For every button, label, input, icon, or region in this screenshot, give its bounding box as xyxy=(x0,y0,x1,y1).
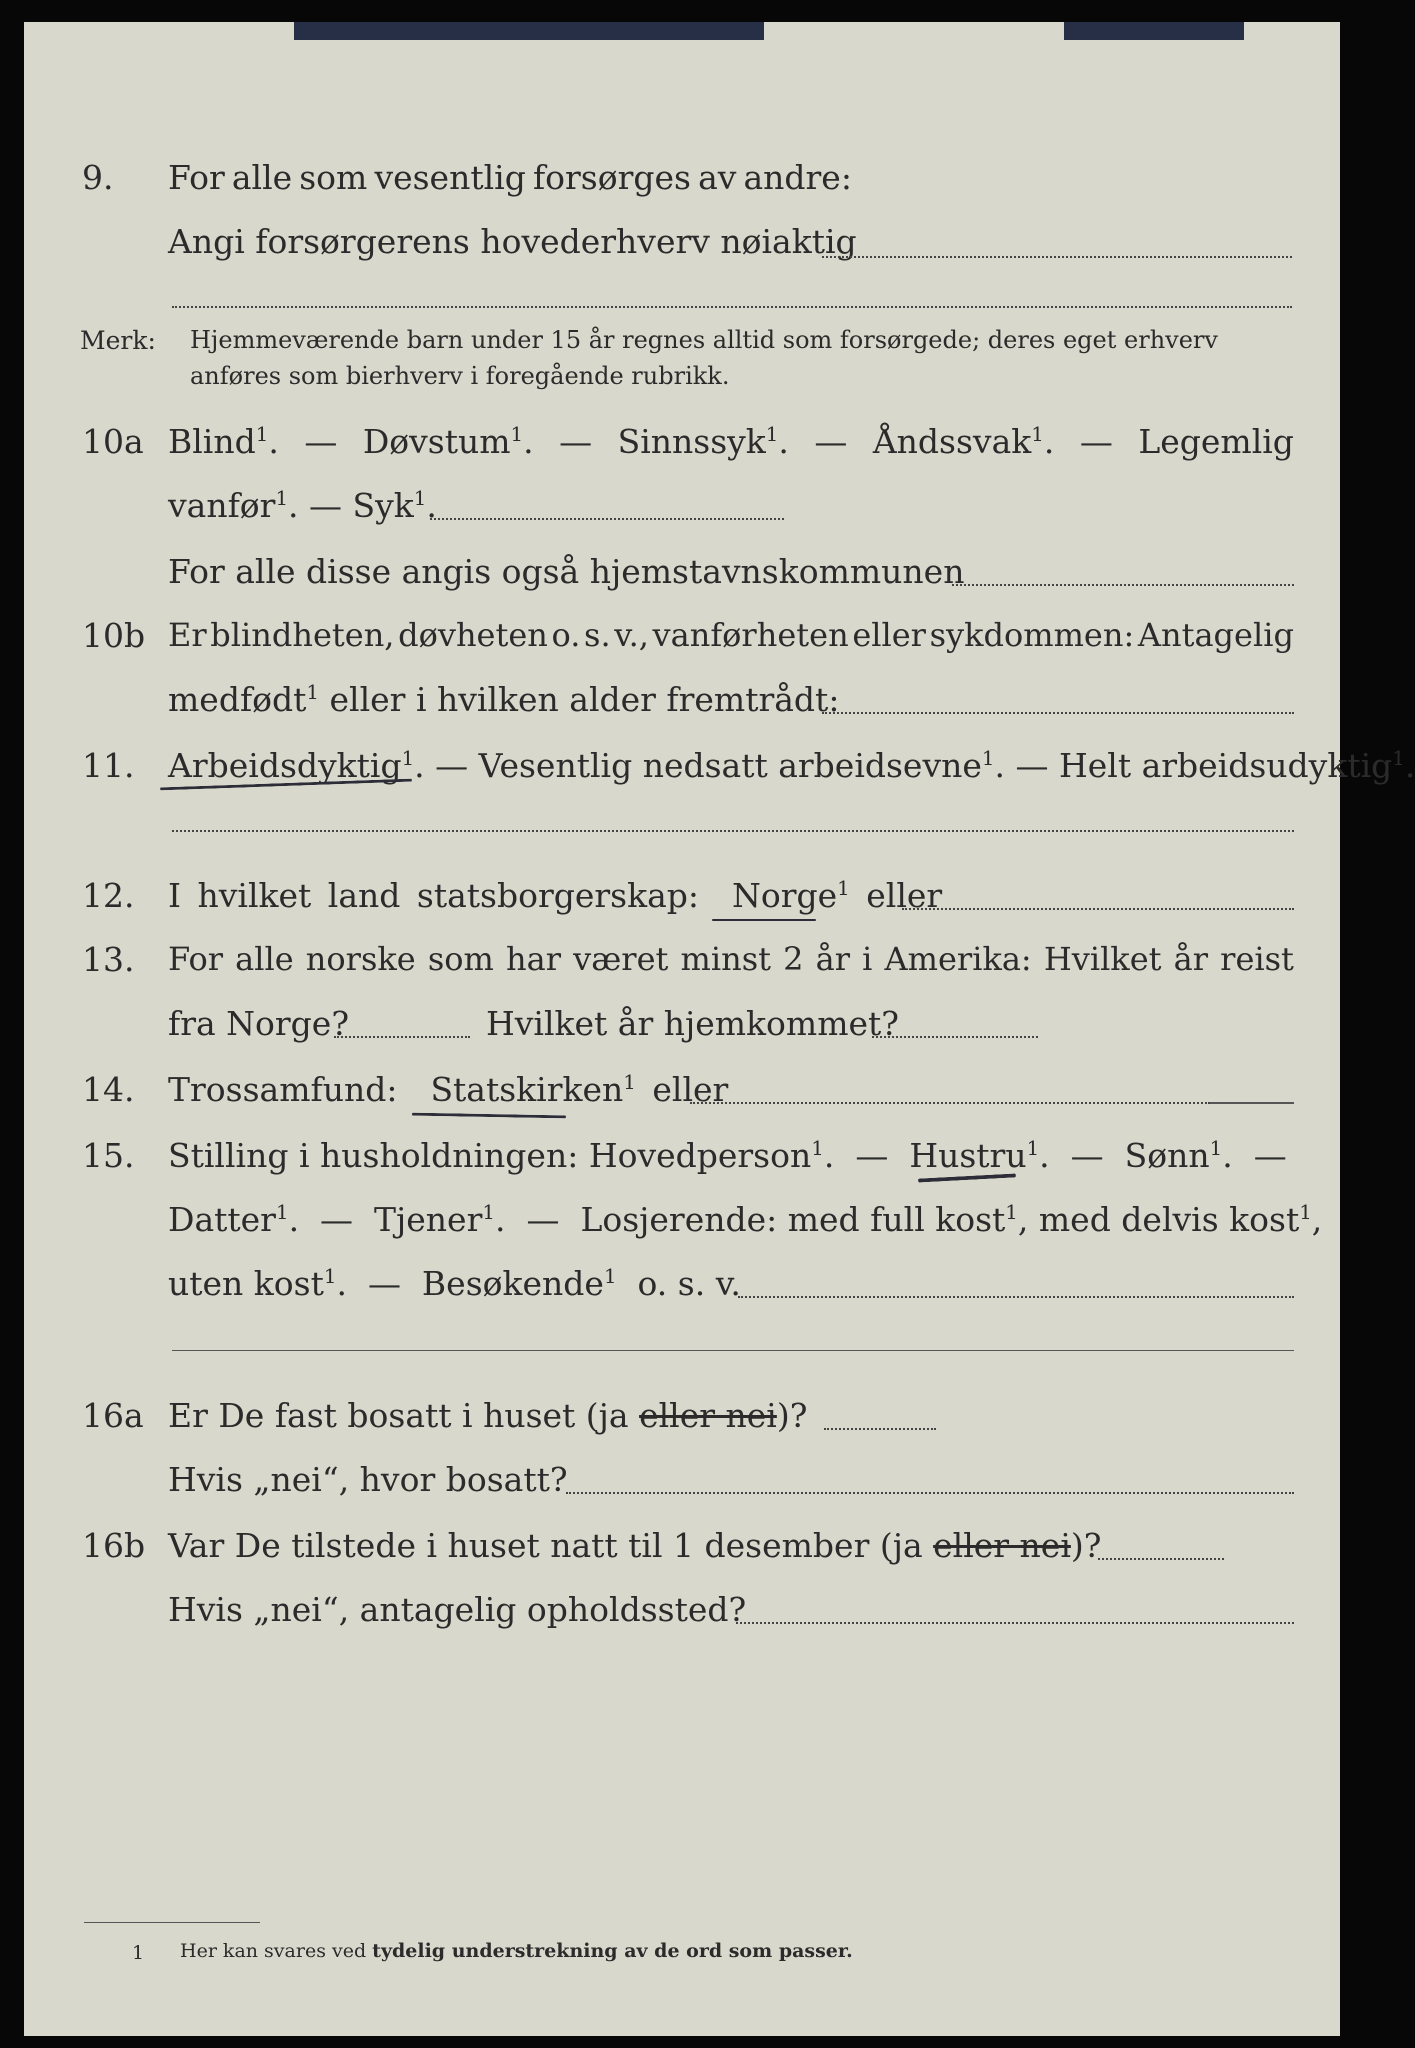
dash: — xyxy=(304,422,338,461)
word: blindheten, xyxy=(210,616,395,654)
binding-mark xyxy=(1064,22,1244,40)
answer-line[interactable] xyxy=(172,306,1292,308)
question-number: 12. xyxy=(82,876,135,915)
q15-line3: uten kost$^1$. — Besøkende$^1$ o. s. v. xyxy=(168,1264,741,1303)
question-number: 15. xyxy=(82,1136,135,1175)
question-10a-line3 xyxy=(0,544,1362,596)
dash: — xyxy=(814,422,848,461)
q10b-line1 xyxy=(168,616,1294,654)
option-nedsatt: Vesentlig nedsatt arbeidsevne xyxy=(478,746,982,785)
question-13 xyxy=(0,932,1362,984)
answer-line[interactable] xyxy=(566,1492,1294,1494)
word: forsørges xyxy=(532,158,691,197)
dash: — xyxy=(559,422,593,461)
q13-line1 xyxy=(168,940,1294,978)
question-15-line2 xyxy=(0,1192,1362,1244)
question-16b xyxy=(0,1518,1362,1570)
answer-line[interactable] xyxy=(822,712,1294,714)
question-12 xyxy=(0,868,1362,920)
word: Amerika: xyxy=(884,940,1032,978)
option-sinnssyk: Sinnssyk$^1$. xyxy=(617,422,789,461)
question-number: 10a xyxy=(82,422,144,461)
question-number: 11. xyxy=(82,746,135,785)
struck-option: eller nei xyxy=(639,1396,777,1435)
answer-line[interactable] xyxy=(690,1102,1210,1104)
word: For xyxy=(168,940,224,978)
q16b-line1: Var De tilstede i huset natt til 1 desember (ja eller nei)? xyxy=(168,1526,1102,1565)
word: døvheten xyxy=(398,616,548,654)
question-16b-line2 xyxy=(0,1582,1362,1634)
option-legemlig: Legemlig xyxy=(1138,422,1294,461)
q9-text: Angi forsørgerens hovederhverv nøiaktig xyxy=(168,222,857,261)
word: o. xyxy=(551,616,581,654)
word: reist xyxy=(1220,940,1294,978)
word: år xyxy=(1173,940,1208,978)
question-9 xyxy=(0,150,1362,202)
option-dovstum: Døvstum$^1$. xyxy=(362,422,534,461)
word: alle xyxy=(231,158,293,197)
question-16a-line2 xyxy=(0,1452,1362,1504)
footnote-rule xyxy=(84,1922,260,1923)
option-sonn: Sønn xyxy=(1124,1136,1210,1175)
question-number: 10b xyxy=(82,616,146,655)
q16b-line2: Hvis „nei“, antagelig opholdssted? xyxy=(168,1590,747,1629)
word: av xyxy=(698,158,737,197)
answer-line[interactable] xyxy=(902,908,1294,910)
word: andre: xyxy=(743,158,852,197)
word: været xyxy=(573,940,669,978)
q15-line2: Datter$^1$. — Tjener$^1$. — Losjerende: med full kost$^1$, med delvis kost$^1$, xyxy=(168,1200,1323,1239)
dash: — xyxy=(1079,422,1113,461)
q12-line: I hvilket land statsborgerskap: Norge$^1$ eller xyxy=(168,876,943,915)
q10a-line2: vanfør$^1$. — Syk$^1$. xyxy=(168,486,437,525)
word: som xyxy=(427,940,494,978)
q15-line1: Stilling i husholdningen: Hovedperson$^1$. — Hustru$^1$. — Sønn$^1$. — xyxy=(168,1136,1287,1175)
answer-line[interactable] xyxy=(736,1622,1294,1624)
option-norge: Norge xyxy=(732,876,838,915)
q11-line: Arbeidsdyktig$^1$. — Vesentlig nedsatt arbeidsevne$^1$. — Helt arbeidsudyktig$^1$. xyxy=(168,746,1415,785)
struck-option: eller nei xyxy=(933,1526,1071,1565)
option-statskirken: Statskirken xyxy=(430,1070,624,1109)
question-number: 16b xyxy=(82,1526,146,1565)
answer-line[interactable] xyxy=(334,1036,470,1038)
question-14 xyxy=(0,1062,1362,1114)
note-line1: Hjemmeværende barn under 15 år regnes alltid som forsørgede; deres eget erhverv xyxy=(190,326,1218,354)
word: har xyxy=(506,940,561,978)
word: eller xyxy=(852,616,926,654)
word: som xyxy=(299,158,368,197)
answer-line[interactable] xyxy=(1098,1558,1224,1560)
footnote-marker: 1 xyxy=(132,1942,145,1964)
q16a-line2: Hvis „nei“, hvor bosatt? xyxy=(168,1460,568,1499)
option-udyktig: Helt arbeidsudyktig xyxy=(1058,746,1393,785)
pencil-underline-norge xyxy=(712,919,816,921)
word: Hvilket xyxy=(1043,940,1162,978)
word: Er xyxy=(168,616,207,654)
q13-hjemkommet: Hvilket år hjemkommet? xyxy=(486,1004,899,1043)
word: s. xyxy=(584,616,611,654)
word: 2 xyxy=(783,940,804,978)
answer-line xyxy=(1210,1102,1294,1104)
question-15-line3 xyxy=(0,1256,1362,1308)
option-andssvak: Åndssvak$^1$. xyxy=(872,422,1055,461)
word: norske xyxy=(305,940,416,978)
answer-line[interactable] xyxy=(172,830,1294,832)
question-number: 13. xyxy=(82,940,135,979)
option-hustru: Hustru xyxy=(909,1136,1027,1175)
word: v., xyxy=(614,616,649,654)
note-label: Merk: xyxy=(80,326,156,355)
binding-mark xyxy=(294,22,764,40)
question-10a-line2 xyxy=(0,478,1362,530)
word: år xyxy=(815,940,851,978)
answer-line[interactable] xyxy=(822,256,1292,258)
answer-line[interactable] xyxy=(872,1036,1038,1038)
question-9-line2 xyxy=(0,214,1362,266)
question-number: 14. xyxy=(82,1070,135,1109)
word: alle xyxy=(235,940,294,978)
q9-line1 xyxy=(168,158,852,197)
word: i xyxy=(862,940,873,978)
answer-line[interactable] xyxy=(430,518,784,520)
word: vanførheten xyxy=(652,616,849,654)
question-13-line2 xyxy=(0,996,1362,1048)
question-16a xyxy=(0,1388,1362,1440)
question-10a xyxy=(0,414,1362,466)
answer-line[interactable] xyxy=(952,584,1294,586)
q10b-line2: medfødt$^1$ eller i hvilken alder fremtrådt: xyxy=(168,680,840,719)
question-15 xyxy=(0,1128,1362,1180)
note-line2: anføres som bierhverv i foregående rubrikk. xyxy=(190,362,730,390)
word: minst xyxy=(680,940,771,978)
question-10b xyxy=(0,608,1362,660)
word: Antagelig xyxy=(1137,616,1294,654)
question-number: 16a xyxy=(82,1396,144,1435)
q10a-line1 xyxy=(168,422,1294,461)
question-number: 9. xyxy=(82,158,114,197)
word: vesentlig xyxy=(374,158,526,197)
q10a-line3: For alle disse angis også hjemstavnskommunen xyxy=(168,552,965,591)
q14-line: Trossamfund: Statskirken$^1$ eller xyxy=(168,1070,729,1109)
word: For xyxy=(168,158,225,197)
q16a-line1: Er De fast bosatt i huset (ja eller nei)? xyxy=(168,1396,808,1435)
option-blind: Blind$^1$. xyxy=(168,422,279,461)
q13-fra-norge: fra Norge? xyxy=(168,1004,350,1043)
question-10b-line2 xyxy=(0,672,1362,724)
answer-line[interactable] xyxy=(738,1296,1294,1298)
answer-line[interactable] xyxy=(824,1428,936,1430)
question-11 xyxy=(0,738,1415,790)
option-arbeidsdyktig: Arbeidsdyktig xyxy=(168,746,402,785)
word: sykdommen: xyxy=(929,616,1135,654)
footnote-text: Her kan svares ved tydelig understrekning av de ord som passer. xyxy=(180,1940,853,1962)
answer-line xyxy=(172,1350,1294,1351)
